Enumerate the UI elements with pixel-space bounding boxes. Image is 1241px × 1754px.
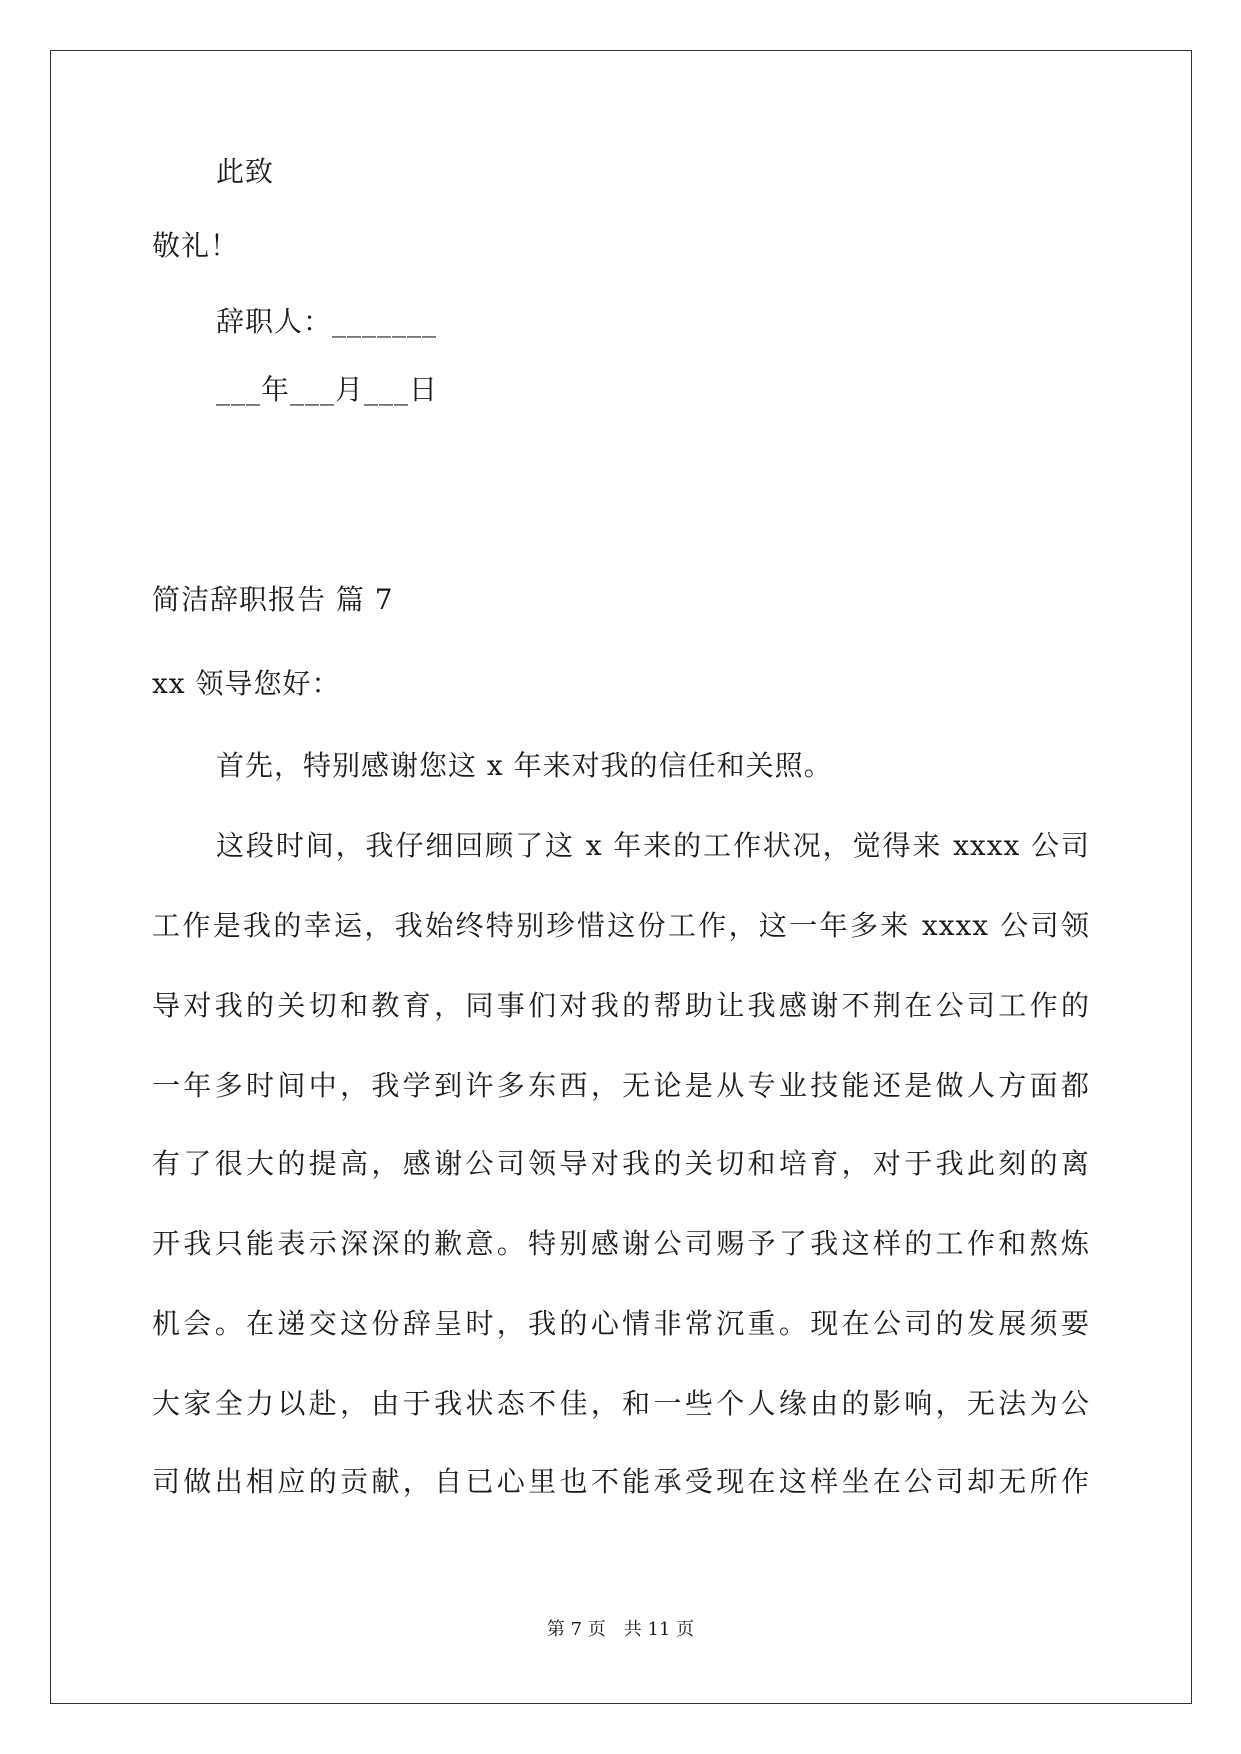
page-number-footer: 第 7 页 共 11 页 [546, 1619, 695, 1640]
body-line: 大家全力以赴，由于我状态不佳，和一些个人缘由的影响，无法为公 [152, 1387, 1090, 1420]
closing-respect: 敬礼！ [152, 229, 240, 262]
signer-line: 辞职人：_______ [216, 305, 438, 338]
body-line: 导对我的关切和教育，同事们对我的帮助让我感谢不荆在公司工作的 [152, 989, 1090, 1022]
body-line: 开我只能表示深深的歉意。特别感谢公司赐予了我这样的工作和熬炼 [152, 1227, 1090, 1260]
body-line: 工作是我的幸运，我始终特别珍惜这份工作，这一年多来 xxxx 公司领 [152, 909, 1090, 942]
intro-paragraph: 首先，特别感谢您这 x 年来对我的信任和关照。 [216, 749, 833, 782]
body-line: 司做出相应的贡献，自已心里也不能承受现在这样坐在公司却无所作 [152, 1465, 1090, 1498]
closing-salutation: 此致 [216, 155, 275, 188]
date-line: ___年___月___日 [216, 373, 439, 406]
page-border [50, 50, 1192, 1704]
body-line: 有了很大的提高，感谢公司领导对我的关切和培育，对于我此刻的离 [152, 1147, 1090, 1180]
body-line: 机会。在递交这份辞呈时，我的心情非常沉重。现在公司的发展须要 [152, 1307, 1090, 1340]
section-title: 简洁辞职报告 篇 7 [152, 583, 394, 616]
body-line: 这段时间，我仔细回顾了这 x 年来的工作状况，觉得来 xxxx 公司 [216, 829, 1090, 862]
greeting: xx 领导您好： [152, 667, 341, 700]
body-line: 一年多时间中，我学到许多东西，无论是从专业技能还是做人方面都 [152, 1069, 1090, 1102]
